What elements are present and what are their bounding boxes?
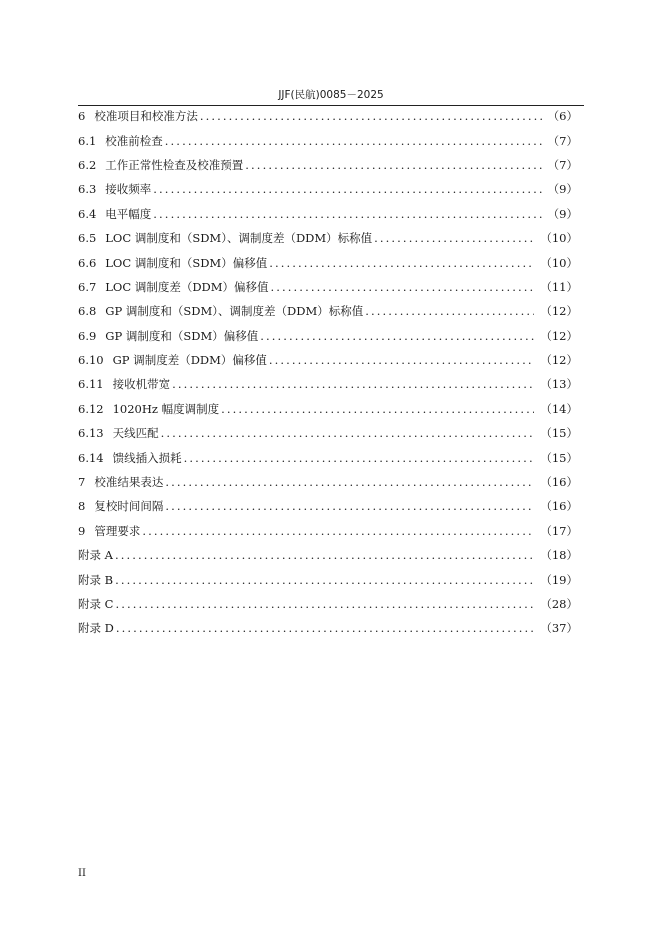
- toc-entry-number: 8: [78, 499, 86, 514]
- toc-entry[interactable]: [78, 519, 578, 543]
- toc-entry[interactable]: [78, 128, 578, 152]
- toc-entry[interactable]: [78, 616, 578, 640]
- toc-entry-number: 6.3: [78, 182, 97, 197]
- toc-entry-page: （9）: [547, 206, 578, 221]
- toc-entry[interactable]: [78, 494, 578, 518]
- toc-entry-title: GP 调制度和（SDM）、调制度差（DDM）标称值: [105, 304, 364, 319]
- toc-entry-number: 6.11: [78, 377, 104, 392]
- toc-entry[interactable]: [78, 567, 578, 591]
- toc-entry-page: （12）: [540, 328, 578, 343]
- toc-entry-page: （7）: [547, 133, 578, 148]
- toc-dot-leader: [269, 353, 534, 367]
- toc-entry-number: 6.9: [78, 328, 97, 343]
- toc-dot-leader: [115, 573, 534, 587]
- toc-dot-leader: [200, 109, 542, 123]
- toc-entry[interactable]: [78, 250, 578, 274]
- toc-entry[interactable]: [78, 470, 578, 494]
- toc-entry-number: 6.10: [78, 353, 104, 368]
- toc-entry-page: （12）: [540, 304, 578, 319]
- toc-dot-leader: [115, 597, 534, 611]
- toc-entry-title: 馈线插入损耗: [112, 450, 182, 465]
- document-code: JJF(民航)0085－2025: [278, 89, 384, 101]
- toc-entry-page: （7）: [547, 157, 578, 172]
- toc-entry-title: 1020Hz 幅度调制度: [112, 401, 220, 416]
- toc-entry[interactable]: [78, 348, 578, 372]
- toc-entry-number: 6.4: [78, 206, 97, 221]
- toc-dot-leader: [116, 621, 534, 635]
- toc-entry-number: 6: [78, 109, 86, 124]
- toc-entry-page: （13）: [540, 377, 578, 392]
- toc-entry[interactable]: [78, 226, 578, 250]
- toc-entry[interactable]: [78, 543, 578, 567]
- toc-entry[interactable]: [78, 104, 578, 128]
- toc-entry-page: （37）: [540, 621, 578, 636]
- toc-entry-number: 7: [78, 475, 86, 490]
- toc-entry-title: 附录 D: [78, 621, 114, 636]
- toc-entry-title: 工作正常性检查及校准预置: [105, 157, 244, 172]
- toc-entry-title: 校准前检查: [105, 133, 163, 148]
- toc-entry-page: （6）: [547, 109, 578, 124]
- toc-dot-leader: [153, 182, 541, 196]
- toc-entry[interactable]: [78, 445, 578, 469]
- toc-entry-page: （14）: [540, 401, 578, 416]
- toc-entry-number: 6.13: [78, 426, 104, 441]
- toc-entry-page: （16）: [540, 499, 578, 514]
- toc-entry-title: 天线匹配: [112, 426, 159, 441]
- toc-entry[interactable]: [78, 177, 578, 201]
- toc-dot-leader: [271, 280, 535, 294]
- toc-entry-title: 接收机带宽: [112, 377, 171, 392]
- toc-entry-page: （15）: [540, 450, 578, 465]
- toc-dot-leader: [165, 499, 534, 513]
- toc-entry-title: 校准项目和校准方法: [94, 109, 198, 124]
- toc-entry-number: 6.2: [78, 157, 97, 172]
- toc-dot-leader: [365, 304, 534, 318]
- toc-dot-leader: [269, 256, 534, 270]
- toc-dot-leader: [172, 377, 534, 391]
- toc-dot-leader: [245, 158, 541, 172]
- toc-entry-number: 6.6: [78, 255, 97, 270]
- toc-entry-number: 6.14: [78, 450, 104, 465]
- toc-dot-leader: [165, 475, 534, 489]
- page-number: II: [78, 868, 86, 879]
- toc-entry-page: （9）: [547, 182, 578, 197]
- toc-entry-title: LOC 调制度差（DDM）偏移值: [105, 279, 269, 294]
- toc-dot-leader: [260, 329, 534, 343]
- toc-entry-page: （19）: [540, 572, 578, 587]
- toc-entry-page: （28）: [540, 597, 578, 611]
- toc-dot-leader: [165, 134, 542, 148]
- toc-entry-number: 9: [78, 523, 86, 538]
- toc-dot-leader: [161, 426, 535, 440]
- toc-entry-title: 附录 C: [78, 597, 114, 611]
- toc-entry-number: 6.12: [78, 401, 104, 416]
- toc-entry[interactable]: [78, 324, 578, 348]
- toc-entry-number: 6.8: [78, 304, 97, 319]
- toc-entry-title: GP 调制度差（DDM）偏移值: [112, 353, 267, 368]
- toc-entry-title: 复校时间间隔: [94, 499, 164, 514]
- toc-entry-number: 6.5: [78, 231, 97, 246]
- toc-entry-page: （12）: [540, 353, 578, 368]
- toc-dot-leader: [184, 451, 535, 465]
- toc-entry-title: 接收频率: [105, 182, 152, 197]
- toc-dot-leader: [142, 524, 534, 538]
- toc-entry[interactable]: [78, 421, 578, 445]
- toc-entry-page: （11）: [540, 279, 578, 294]
- toc-entry[interactable]: [78, 372, 578, 396]
- toc-entry-number: 6.7: [78, 279, 97, 294]
- toc-entry-page: （15）: [540, 426, 578, 441]
- toc-entry[interactable]: [78, 275, 578, 299]
- toc-entry-title: 管理要求: [94, 523, 141, 538]
- toc-entry[interactable]: [78, 592, 578, 616]
- toc-entry-title: 附录 A: [78, 548, 113, 563]
- toc-entry[interactable]: [78, 299, 578, 323]
- toc-entry-page: （16）: [540, 475, 578, 490]
- toc-dot-leader: [153, 207, 541, 221]
- toc-entry[interactable]: [78, 397, 578, 421]
- toc-dot-leader: [374, 231, 534, 245]
- toc-entry[interactable]: [78, 202, 578, 226]
- toc-entry-title: GP 调制度和（SDM）偏移值: [105, 328, 259, 343]
- toc-entry-page: （17）: [540, 523, 578, 538]
- toc-dot-leader: [221, 402, 534, 416]
- toc-entry-title: 附录 B: [78, 572, 114, 587]
- table-of-contents: [78, 104, 578, 641]
- toc-entry-page: （18）: [540, 548, 578, 563]
- toc-entry-title: 校准结果表达: [94, 475, 164, 490]
- toc-dot-leader: [115, 548, 534, 562]
- toc-entry-title: LOC 调制度和（SDM）、调制度差（DDM）标称值: [105, 231, 373, 246]
- toc-entry-page: （10）: [540, 255, 578, 270]
- toc-entry[interactable]: [78, 153, 578, 177]
- toc-entry-title: LOC 调制度和（SDM）偏移值: [105, 255, 268, 270]
- toc-entry-title: 电平幅度: [105, 206, 152, 221]
- toc-entry-page: （10）: [540, 231, 578, 246]
- toc-entry-number: 6.1: [78, 133, 97, 148]
